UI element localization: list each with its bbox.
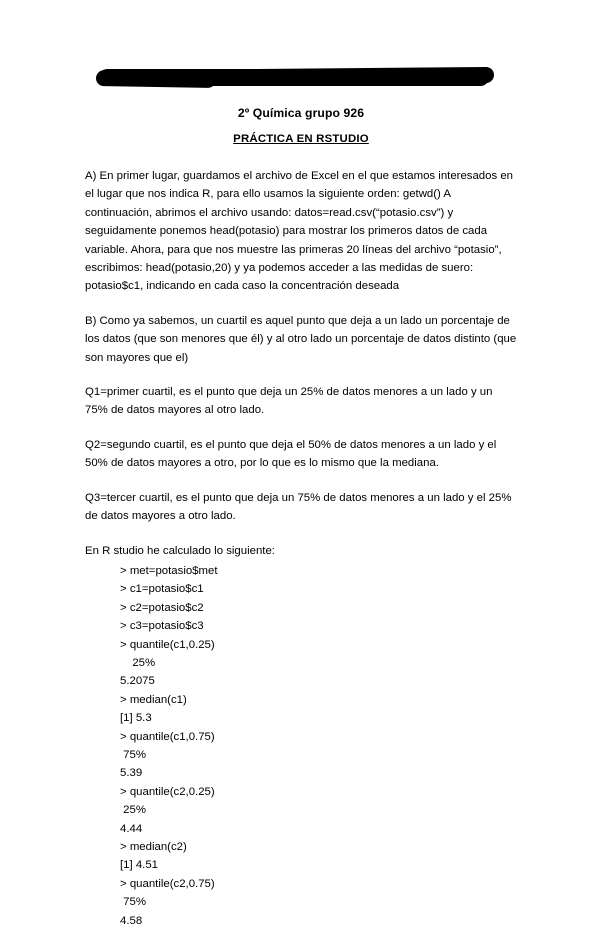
code-line: > quantile(c1,0.75) xyxy=(120,730,215,743)
code-line: 5.39 xyxy=(120,767,143,780)
code-line: 25% xyxy=(126,656,156,669)
code-line: > c2=potasio$c2 xyxy=(120,601,204,614)
code-line: > quantile(c1,0.25) xyxy=(120,638,215,651)
code-line: 75% xyxy=(120,896,146,909)
code-line: > met=potasio$met xyxy=(120,564,218,577)
code-line: 4.58 xyxy=(120,914,143,927)
code-line: > median(c2) xyxy=(120,841,187,853)
code-line: > c3=potasio$c3 xyxy=(120,620,204,633)
r-console-transcript xyxy=(85,562,517,930)
code-line: 4.44 xyxy=(120,822,143,835)
page-subtitle-text: PRÁCTICA EN RSTUDIO xyxy=(233,133,369,145)
code-line: 25% xyxy=(120,804,146,817)
document-content xyxy=(85,0,517,930)
page-title: 2º Química grupo 926 xyxy=(237,106,365,120)
paragraph-q3: Q3=tercer cuartil, es el punto que deja un 75% de datos menores a un lado y el 25% de datos mayores a otro lado. xyxy=(85,491,512,523)
code-line: > median(c1) xyxy=(120,693,187,706)
code-line: > quantile(c2,0.75) xyxy=(120,877,215,890)
code-line: > c1=potasio$c1 xyxy=(120,583,204,596)
code-line: [1] 5.3 xyxy=(120,712,152,725)
code-line: 75% xyxy=(120,748,146,761)
code-line: > quantile(c2,0.25) xyxy=(120,785,215,798)
code-intro-text: En R studio he calculado lo siguiente: xyxy=(85,544,275,557)
paragraph-b: B) Como ya sabemos, un cuartil es aquel punto que deja a un lado un porcentaje de los datos (que son menores que él) y al otro lado un porcentaje de datos distinto (que son mayores que el) xyxy=(85,314,517,364)
code-line: [1] 4.51 xyxy=(120,859,158,872)
redaction-area xyxy=(85,58,517,98)
paragraph-a: A) En primer lugar, guardamos el archivo de Excel en el que estamos interesados en el lugar que nos indica R, para ello usamos la siguiente orden: getwd() A continuación, abrimos el archivo usando: datos=read.csv(“potasio.csv”) y seguidamente ponemos head(potasio) para mostrar los primeros datos de cada variable. Ahora, para que nos muestre las primeras 20 líneas del archivo “potasio”, escribimos: head(potasio,20) y ya podemos acceder a las medidas de suero: potasio$c1, indicando en cada caso la concentración deseada xyxy=(85,170,514,293)
redacted-name-bar xyxy=(99,69,489,86)
paragraph-q2: Q2=segundo cuartil, es el punto que deja el 50% de datos menores a un lado y el 50% de datos mayores a otro, por lo que es lo mismo que la mediana. xyxy=(85,438,497,470)
code-line: 5.2075 xyxy=(120,675,155,688)
paragraph-q1: Q1=primer cuartil, es el punto que deja un 25% de datos menores a un lado y un 75% de datos mayores al otro lado. xyxy=(85,386,493,417)
page-subtitle xyxy=(85,133,517,145)
